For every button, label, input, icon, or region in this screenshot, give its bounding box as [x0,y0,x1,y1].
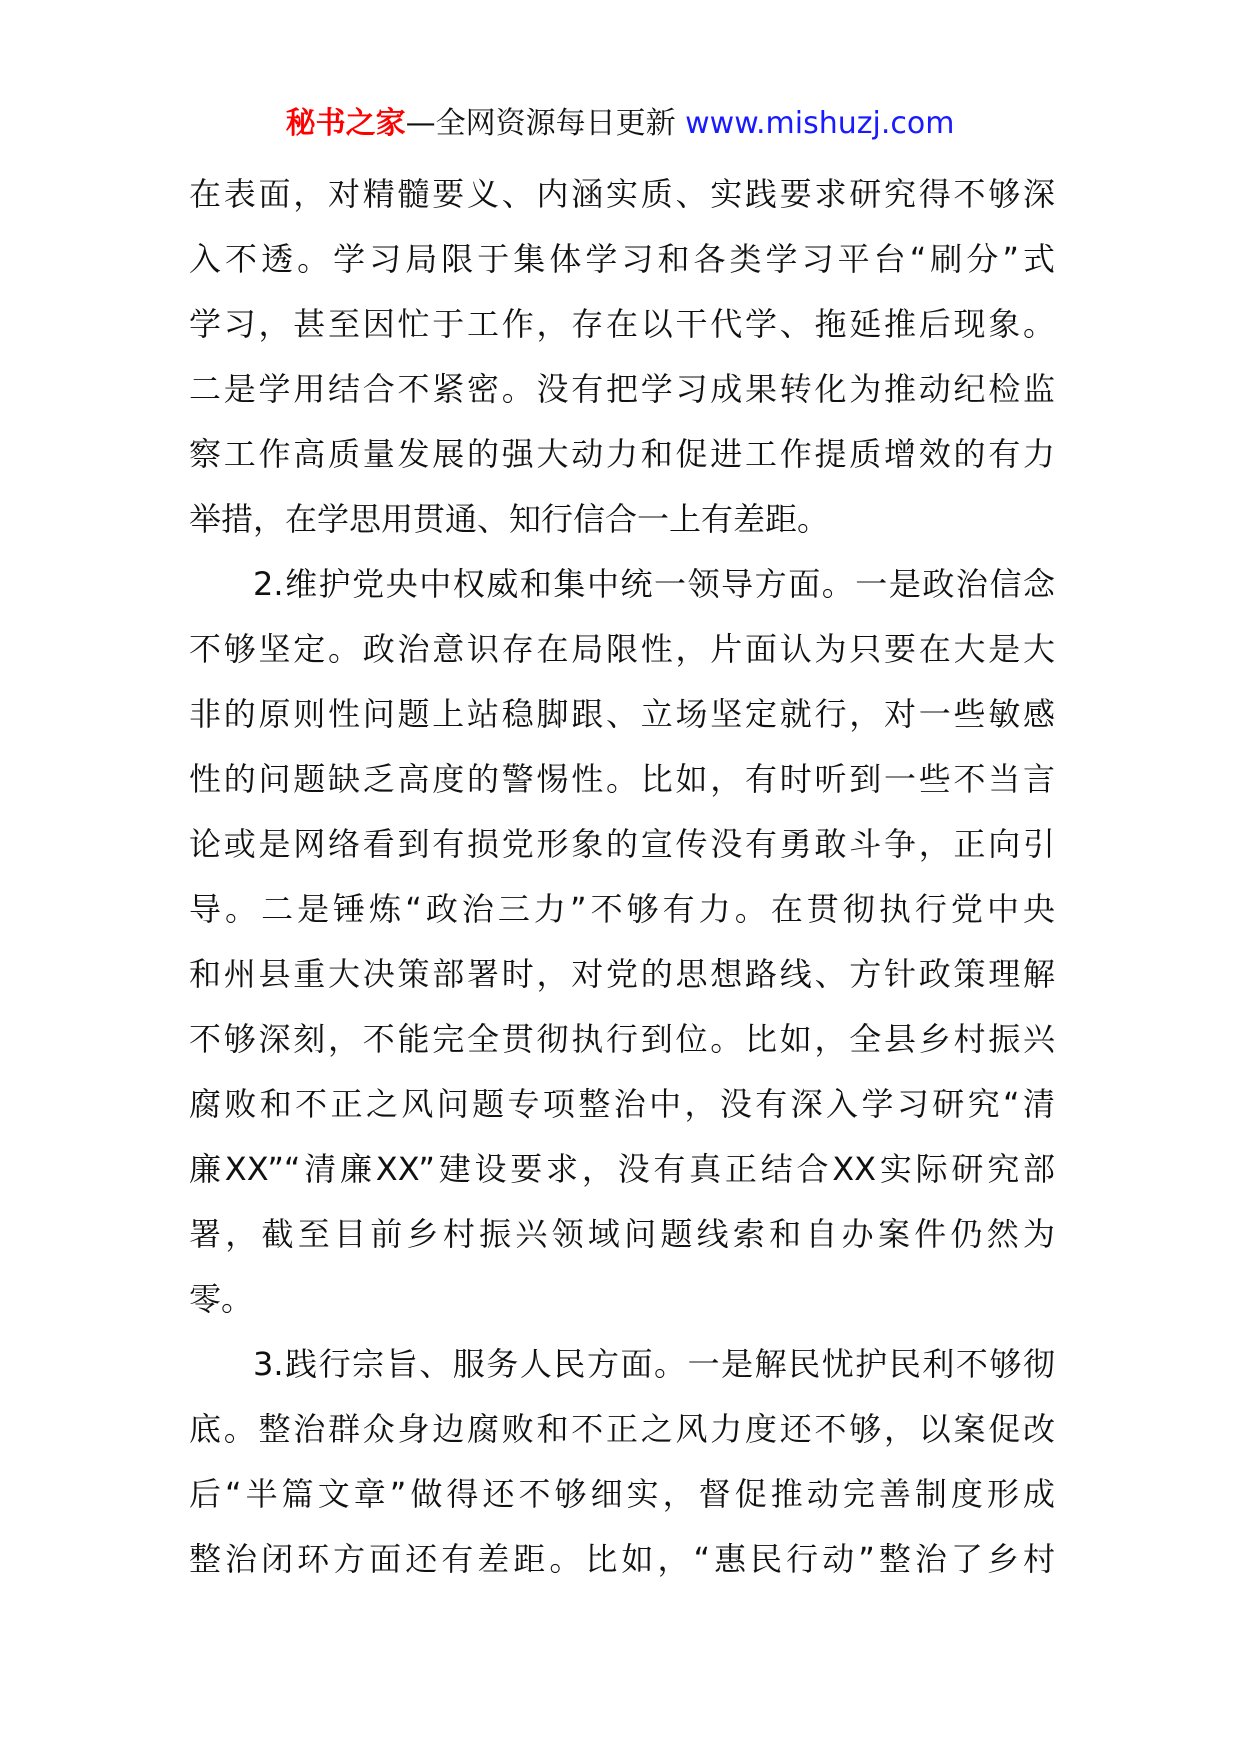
text-line: 入不透。学习局限于集体学习和各类学习平台“刷分”式 [189,240,1055,278]
text-line: 2.维护党央中权威和集中统一领导方面。一是政治信念 [253,565,1055,603]
text-line: 不够深刻，不能完全贯彻执行到位。比如，全县乡村振兴 [189,1020,1055,1058]
text-line: 不够坚定。政治意识存在局限性，片面认为只要在大是大 [189,630,1055,668]
text-line: 署，截至目前乡村振兴领域问题线索和自办案件仍然为 [189,1215,1055,1253]
text-line: 后“半篇文章”做得还不够细实，督促推动完善制度形成 [189,1475,1055,1513]
text-line: 非的原则性问题上站稳脚跟、立场坚定就行，对一些敏感 [189,695,1055,733]
text-line: 二是学用结合不紧密。没有把学习成果转化为推动纪检监 [189,370,1055,408]
text-line: 察工作高质量发展的强大动力和促进工作提质增效的有力 [189,435,1055,473]
header-tagline: —全网资源每日更新 [405,106,676,141]
text-line: 导。二是锤炼“政治三力”不够有力。在贯彻执行党中央 [189,890,1055,928]
text-line: 性的问题缺乏高度的警惕性。比如，有时听到一些不当言 [189,760,1055,798]
brand-name: 秘书之家 [285,106,406,141]
text-line: 论或是网络看到有损党形象的宣传没有勇敢斗争，正向引 [189,825,1055,863]
text-line: 和州县重大决策部署时，对党的思想路线、方针政策理解 [189,955,1055,993]
document-body [189,162,1055,1592]
page-header [0,102,1240,146]
text-line: 3.践行宗旨、服务人民方面。一是解民忧护民利不够彻 [253,1345,1055,1383]
text-line: 廉XX”“清廉XX”建设要求，没有真正结合XX实际研究部 [189,1150,1055,1188]
site-url-link[interactable]: www.mishuzj.com [685,106,955,141]
text-line: 在表面，对精髓要义、内涵实质、实践要求研究得不够深 [189,175,1055,213]
text-line: 整治闭环方面还有差距。比如，“惠民行动”整治了乡村 [189,1540,1055,1578]
text-line: 学习，甚至因忙于工作，存在以干代学、拖延推后现象。 [189,305,1055,343]
text-line: 零。 [189,1280,254,1318]
text-line: 举措，在学思用贯通、知行信合一上有差距。 [189,500,830,538]
text-line: 底。整治群众身边腐败和不正之风力度还不够，以案促改 [189,1410,1055,1448]
text-line: 腐败和不正之风问题专项整治中，没有深入学习研究“清 [189,1085,1055,1123]
